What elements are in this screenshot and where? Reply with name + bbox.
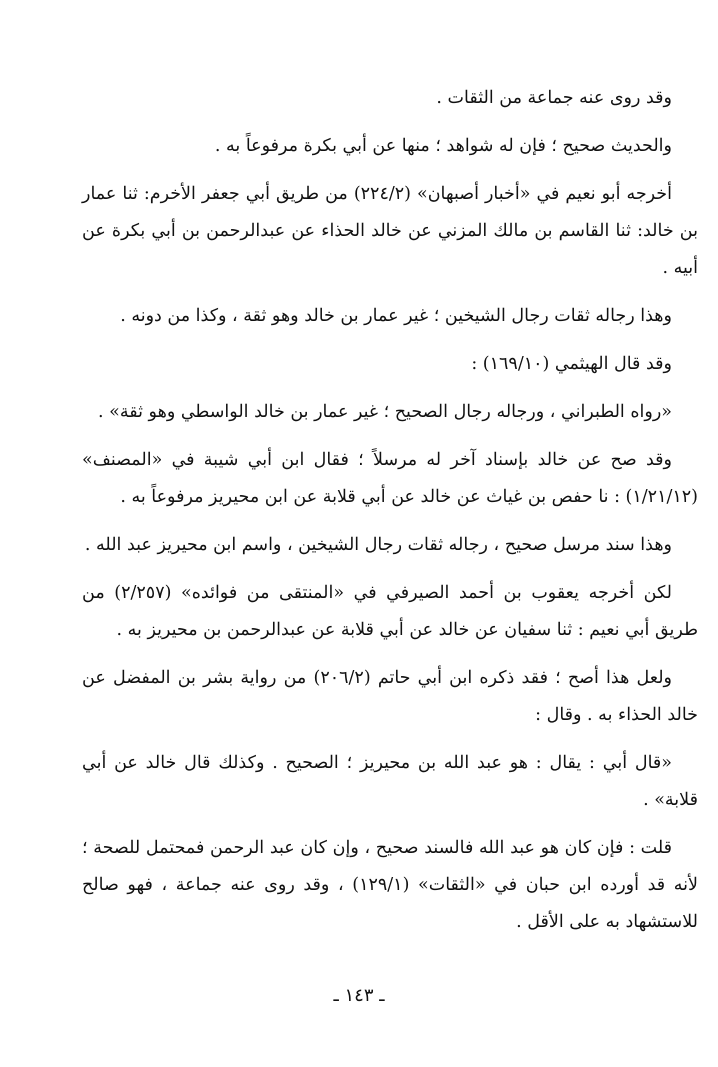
paragraph-6: «رواه الطبراني ، ورجاله رجال الصحيح ؛ غير عمار بن خالد الواسطي وهو ثقة» .: [98, 402, 672, 422]
page-body: [82, 80, 698, 952]
paragraph-4: وهذا رجاله ثقات رجال الشيخين ؛ غير عمار بن خالد وهو ثقة ، وكذا من دونه .: [120, 306, 672, 326]
paragraph-12: قلت : فإن كان هو عبد الله فالسند صحيح ، وإن كان عبد الرحمن فمحتمل للصحة ؛ لأنه قد أورده ابن حبان في «الثقات» (١٢٩/١) ، وقد روى عنه جماعة ، فهو صالح للاستشهاد به على الأقل .: [82, 838, 698, 932]
page-number: ـ ١٤٣ ـ: [333, 985, 385, 1006]
paragraph-7: وقد صح عن خالد بإسناد آخر له مرسلاً ؛ فقال ابن أبي شيبة في «المصنف» (١/٢١/١٢) : نا حفص بن غياث عن خالد عن أبي قلابة عن ابن محيريز مرفوعاً به .: [82, 450, 698, 507]
paragraph-3: أخرجه أبو نعيم في «أخبار أصبهان» (٢٢٤/٢) من طريق أبي جعفر الأخرم: ثنا عمار بن خالد: ثنا القاسم بن مالك المزني عن خالد الحذاء عن عبدالرحمن بن أبي بكرة عن أبيه .: [82, 184, 698, 278]
paragraph-2: والحديث صحيح ؛ فإن له شواهد ؛ منها عن أبي بكرة مرفوعاً به .: [214, 136, 672, 156]
paragraph-1: وقد روى عنه جماعة من الثقات .: [436, 88, 672, 108]
paragraph-5: وقد قال الهيثمي (١٦٩/١٠) :: [471, 354, 672, 374]
paragraph-8: وهذا سند مرسل صحيح ، رجاله ثقات رجال الشيخين ، واسم ابن محيريز عبد الله .: [84, 535, 672, 555]
paragraph-10: ولعل هذا أصح ؛ فقد ذكره ابن أبي حاتم (٢٠٦/٢) من رواية بشر بن المفضل عن خالد الحذاء به . وقال :: [82, 668, 698, 725]
paragraph-9: لكن أخرجه يعقوب بن أحمد الصيرفي في «المنتقى من فوائده» (٢/٢٥٧) من طريق أبي نعيم : ثنا سفيان عن خالد عن أبي قلابة عن عبدالرحمن بن محيريز به .: [82, 583, 698, 640]
paragraph-11: «قال أبي : يقال : هو عبد الله بن محيريز ؛ الصحيح . وكذلك قال خالد عن أبي قلابة» .: [82, 753, 698, 810]
